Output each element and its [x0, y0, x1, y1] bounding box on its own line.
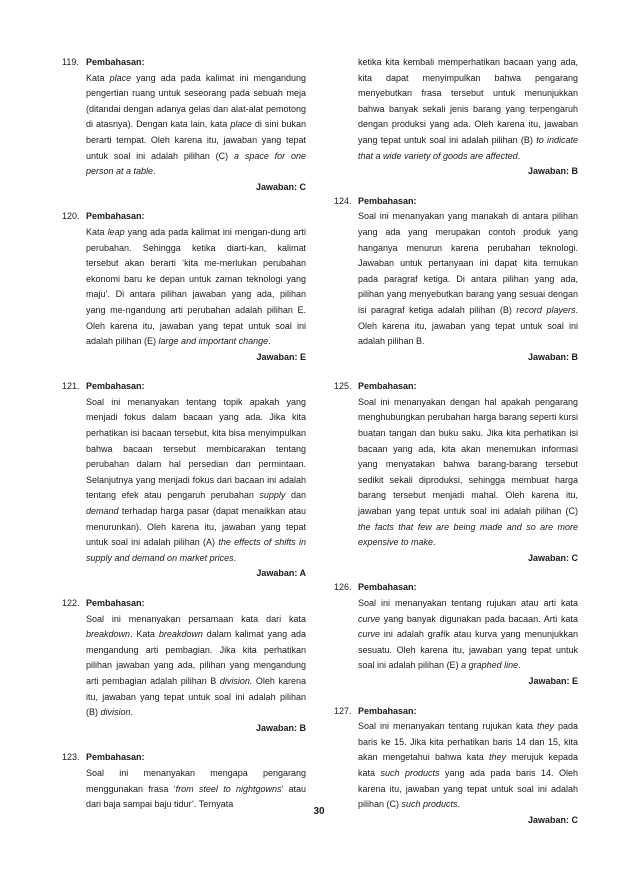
italic-phrase: a space for one person at a table	[86, 150, 307, 177]
text-run: .	[518, 660, 521, 671]
text-run: Soal ini menanyakan tentang rujukan kata	[358, 721, 537, 732]
text-run: yang ada pada kalimat ini mengandung pengertian ruang untuk seseorang pada sebuah meja (ditandai dengan adanya gelas dan alat-alat pemotong di atasnya). Dengan kata lain, kata	[86, 72, 307, 130]
text-run: Kata	[86, 72, 110, 83]
continued-text	[334, 55, 578, 180]
item-explanation	[86, 225, 306, 350]
item-heading: Pembahasan:	[86, 211, 145, 222]
text-run: .	[268, 336, 271, 347]
item-number: 126.	[334, 582, 352, 593]
italic-phrase: a graphed line	[461, 660, 519, 671]
item-heading: Pembahasan:	[86, 752, 145, 763]
item-heading: Pembahasan:	[86, 381, 145, 392]
answer-item	[62, 55, 306, 195]
italic-phrase: curve	[358, 629, 381, 640]
text-run: terhadap harga pasar (dapat menaikkan atau menurunkan). Oleh karena itu, jawaban yang tepat untuk soal ini adalah pilihan (A)	[86, 506, 306, 548]
italic-phrase: demand	[86, 506, 119, 517]
text-run: ketika kita kembali memperhatikan bacaan yang ada, kita dapat menyimpulkan bahwa pengarang menyebutkan frasa tersebut untuk menunjukkan bahwa banyak sekali jenis barang yang terpengaruh dengan produksi yang ada. Oleh karena itu, jawaban yang tepat untuk soal ini adalah pilihan (B)	[358, 57, 578, 145]
item-number: 123.	[62, 752, 80, 763]
italic-phrase: to indicate that a wide variety of goods are affected	[358, 134, 578, 161]
page-number: 30	[313, 806, 325, 817]
item-explanation	[86, 71, 306, 180]
text-run: Soal ini menanyakan yang manakah di antara pilihan yang ada yang merupakan contoh produk yang hanganya menurun karena perubahan teknologi. Jawaban untuk pertanyaan ini dapat kita temukan pada paragraf ketiga. Di antara pilihan yang ada, pilihan yang menyebutkan barang yang sesuai dengan isi paragraf ketiga adalah pilihan (B)	[358, 211, 578, 315]
item-heading: Pembahasan:	[358, 705, 417, 716]
italic-phrase: such products	[401, 799, 458, 810]
text-run: .	[130, 707, 134, 718]
italic-phrase: large and important change	[158, 336, 269, 347]
answer-label: Jawaban: C	[527, 814, 578, 825]
text-run: yang ada pada baris 14. Oleh karena itu, jawaban yang tepat untuk soal ini adalah pilihan (C)	[358, 767, 578, 810]
item-heading: Pembahasan:	[86, 598, 145, 608]
text-run: dan	[285, 490, 306, 501]
answer-label: Jawaban: B	[527, 351, 578, 362]
text-run: Soal ini menanyakan persamaan kata dari kata	[86, 613, 306, 624]
answer-label: Jawaban: C	[527, 552, 578, 563]
answer-item	[334, 580, 578, 689]
answer-label: Jawaban: E	[256, 351, 306, 362]
answer-label: Jawaban: E	[528, 675, 578, 686]
answer-item	[62, 379, 306, 582]
italic-phrase: supply	[259, 490, 286, 501]
item-explanation	[358, 719, 578, 813]
text-run: merujuk kepada kata	[358, 752, 578, 778]
answer-item	[334, 379, 578, 566]
italic-phrase: division	[100, 707, 131, 718]
left-column	[62, 55, 306, 827]
item-number: 125.	[334, 381, 352, 392]
item-number: 121.	[62, 381, 80, 392]
answer-label: Jawaban: A	[256, 568, 306, 579]
answer-item	[62, 750, 306, 812]
italic-phrase: curve	[358, 613, 381, 624]
text-run: Oleh karena itu, jawaban yang tepat untuk soal ini adalah pilihan (B)	[86, 675, 307, 718]
text-run: pada baris ke 15. Jika kita perhatikan baris 14 dan 15, kita akan mengetahui bahwa kata	[358, 721, 578, 763]
right-column	[334, 55, 578, 842]
italic-phrase: they	[536, 721, 554, 732]
item-number: 122.	[62, 598, 80, 608]
item-explanation	[358, 596, 578, 674]
item-explanation	[358, 395, 578, 551]
italic-phrase: breakdown	[86, 629, 131, 640]
text-run: . Kata	[130, 629, 159, 640]
text-run: Kata	[86, 226, 108, 237]
item-explanation	[358, 209, 578, 349]
text-run: ini adalah grafik atau kurva yang menunjukkan sesuatu. Oleh karena itu, jawaban yang tepat untuk soal ini adalah pilihan (E)	[358, 629, 578, 671]
answer-item	[62, 209, 306, 365]
item-number: 120.	[62, 211, 80, 222]
answer-label: Jawaban: B	[255, 722, 306, 733]
answer-item	[334, 194, 578, 366]
italic-phrase: such products	[380, 767, 440, 778]
italic-phrase: from steel to nightgowns	[175, 783, 282, 794]
text-run: Soal ini menanyakan tentang rujukan atau arti kata	[358, 598, 578, 608]
answer-label: Jawaban: B	[527, 166, 578, 177]
answer-label: Jawaban: C	[255, 181, 306, 192]
text-run: .	[433, 537, 436, 548]
text-run: . Oleh karena itu, jawaban yang tepat untuk soal ini adalah pilihan B.	[358, 304, 578, 347]
item-explanation	[86, 395, 306, 567]
item-number: 127.	[334, 705, 352, 716]
text-run: yang banyak digunakan pada bacaan. Arti kata	[380, 613, 578, 624]
item-heading: Pembahasan:	[86, 57, 145, 67]
answer-item	[62, 596, 306, 736]
text-run: .	[153, 166, 156, 177]
italic-phrase: they	[488, 752, 506, 763]
italic-phrase: place	[230, 119, 252, 130]
italic-phrase: the effects of shifts in supply and demand on market prices	[86, 537, 307, 563]
text-run: Soal ini menanyakan mengapa pengarang menggunakan frasa ‘	[86, 767, 306, 794]
text-run: ’ atau dari baja sampai baju tidur’. Ternyata	[86, 783, 306, 810]
text-run: dalam kalimat yang ada mengandung arti pembagian. Jika kita perhatikan pilihan jawaban yang ada, pilihan yang mengandung arti pembagian adalah pilihan B	[86, 629, 307, 686]
text-run: .	[517, 150, 521, 161]
item-number: 119.	[62, 57, 79, 67]
text-run: .	[233, 552, 237, 563]
italic-phrase: leap	[107, 226, 125, 237]
item-number: 124.	[334, 195, 352, 206]
italic-phrase: record players	[516, 304, 576, 315]
text-run: di sini bukan berarti tempat. Oleh karena itu, jawaban yang tepat untuk soal ini adalah pilihan (C)	[86, 119, 306, 161]
italic-phrase: the facts that few are being made and so are more expensive to make	[358, 521, 578, 548]
italic-phrase: division.	[219, 675, 253, 686]
item-heading: Pembahasan:	[358, 381, 417, 392]
item-explanation	[86, 612, 306, 721]
text-run: Soal ini menanyakan dengan hal apakah pengarang menghubungkan perubahan harga barang seperti kursi buatan tangan dan buku saku. Jika kita perhatikan isi bacaan yang ada, kita akan menemukan informasi yang menyatakan bahwa barang-barang tersebut sedikit sekali diproduksi, sehingga membuat harga barang tersebut menjadi mahal. Oleh karena itu, jawaban yang tepat untuk soal ini adalah pilihan (C)	[358, 396, 578, 517]
text-run: .	[457, 799, 461, 810]
item-heading: Pembahasan:	[358, 582, 417, 593]
italic-phrase: breakdown	[158, 629, 203, 640]
text-run: Soal ini menanyakan tentang topik apakah yang menjadi fokus dalam bacaan yang ada. Jika kita perhatikan isi bacaan tersebut, kita bisa menyimpulkan bahwa bacaan tersebut membicarakan tentang perubahan dalam hal persedian dan permintaan. Selanjutnya yang menjadi fokus dari bacaan ini adalah tentang efek atau pengaruh perubahan	[86, 396, 306, 501]
italic-phrase: place	[109, 72, 132, 83]
text-run: yang ada pada kalimat ini mengan-dung arti perubahan. Sehingga ketika diarti-kan, kalimat tersebut akan berarti ‘kita me-merlukan perubahan ekonomi baru ke depan untuk zaman teknologi yang maju’. Di antara pilihan jawaban yang ada, pilihan yang me-ngandung arti perubahan adalah pilihan E. Oleh karena itu, jawaban yang tepat untuk soal ini adalah pilihan (E)	[86, 226, 306, 347]
item-heading: Pembahasan:	[358, 195, 417, 206]
